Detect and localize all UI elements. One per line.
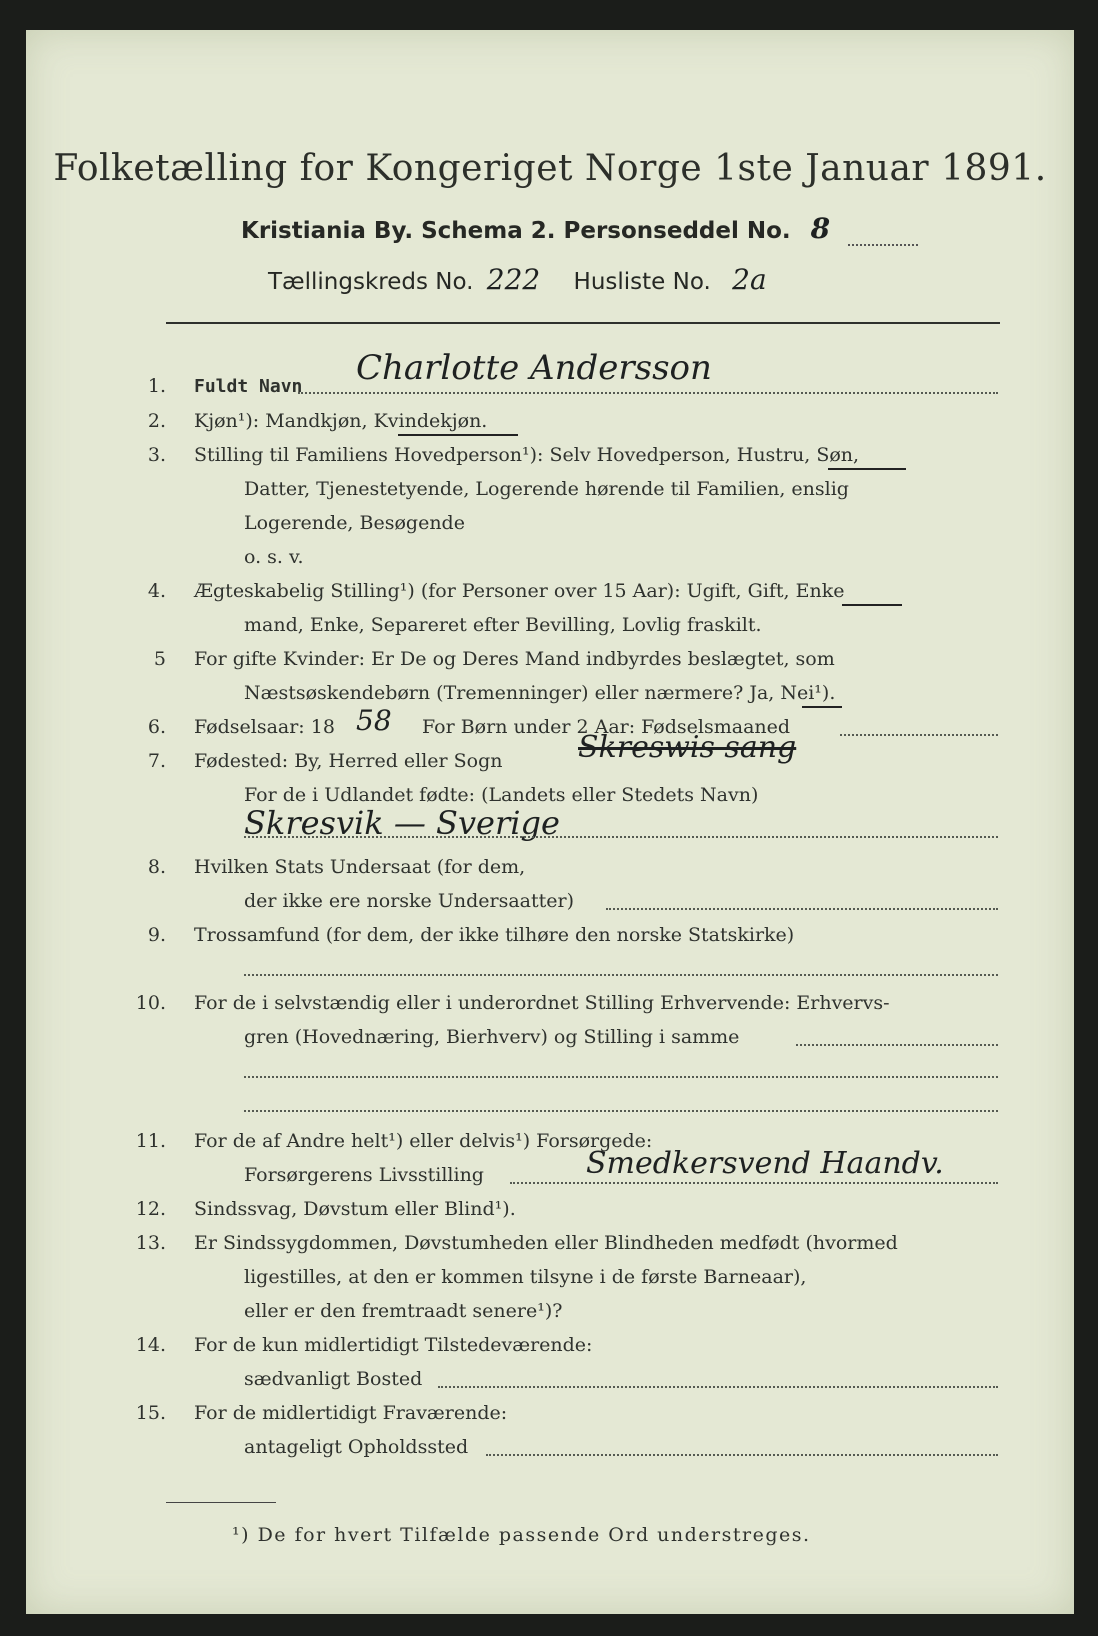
item-3-line-4: o. s. v. bbox=[244, 546, 304, 568]
foreign-dots bbox=[244, 836, 998, 838]
item-10-line-1: For de i selvstændig eller i underordnet Stilling Erhvervende: Erhvervs- bbox=[194, 992, 890, 1014]
handwritten-name: Charlotte Andersson bbox=[356, 348, 712, 388]
item-number: 8. bbox=[147, 856, 166, 878]
item-5-line-2: Næstsøskendebørn (Tremenninger) eller nærmere? Ja, Nei¹). bbox=[244, 682, 836, 704]
item-12-text: Sindssvag, Døvstum eller Blind¹). bbox=[194, 1198, 516, 1220]
item-number: 7. bbox=[147, 750, 166, 772]
item-number: 11. bbox=[135, 1130, 166, 1152]
item-2-text: Kjøn¹): Mandkjøn, Kvindekjøn. bbox=[194, 410, 488, 432]
husliste-label: Husliste No. bbox=[573, 269, 711, 295]
census-form bbox=[26, 30, 1074, 1614]
item-15-line-1: For de midlertidigt Fraværende: bbox=[194, 1402, 508, 1424]
personseddel-number: 8 bbox=[810, 212, 831, 245]
item-number: 5 bbox=[153, 648, 166, 670]
form-title: Folketælling for Kongeriget Norge 1ste Januar 1891. bbox=[53, 148, 1047, 189]
underline-gift bbox=[842, 604, 902, 606]
item-7-line-1: Fødested: By, Herred eller Sogn bbox=[194, 750, 503, 772]
item-6-month-label: For Børn under 2 Aar: Fødselsmaaned bbox=[422, 716, 791, 738]
item-number: 12. bbox=[135, 1198, 166, 1220]
name-dots bbox=[298, 392, 998, 394]
footnote: ¹) De for hvert Tilfælde passende Ord understreges. bbox=[232, 1524, 811, 1546]
item-number: 1. bbox=[147, 375, 166, 397]
item-number: 10. bbox=[135, 992, 166, 1014]
item-4-line-2: mand, Enke, Separeret efter Bevilling, Lovlig fraskilt. bbox=[244, 614, 762, 636]
item-13-line-1: Er Sindssygdommen, Døvstumheden eller Blindheden medfødt (hvormed bbox=[194, 1232, 898, 1254]
item-13-line-3: eller er den fremtraadt senere¹)? bbox=[244, 1300, 563, 1322]
item-number: 13. bbox=[135, 1232, 166, 1254]
handwritten-birthplace-struck: Skreswis sang bbox=[578, 730, 797, 765]
item-number: 6. bbox=[147, 716, 166, 738]
item-number: 3. bbox=[147, 444, 166, 466]
month-dots bbox=[840, 734, 998, 736]
item-number: 9. bbox=[147, 924, 166, 946]
item-number: 2. bbox=[147, 410, 166, 432]
item-4-line-1: Ægteskabelig Stilling¹) (for Personer over 15 Aar): Ugift, Gift, Enke bbox=[194, 580, 845, 602]
header-rule bbox=[166, 322, 1000, 324]
item-3-line-1: Stilling til Familiens Hovedperson¹): Selv Hovedperson, Hustru, Søn, bbox=[194, 444, 860, 466]
item-11-line-1: For de af Andre helt¹) eller delvis¹) Forsørgede: bbox=[194, 1130, 653, 1152]
item-5-line-1: For gifte Kvinder: Er De og Deres Mand indbyrdes beslægtet, som bbox=[194, 648, 835, 670]
husliste-number: 2a bbox=[732, 263, 767, 296]
handwritten-provider: Smedkersvend Haandv. bbox=[586, 1146, 944, 1181]
footnote-rule bbox=[166, 1502, 276, 1503]
undersaat-dots bbox=[606, 908, 998, 910]
handwritten-birth-year: 58 bbox=[356, 704, 392, 737]
handwritten-foreign-birthplace: Skresvik — Sverige bbox=[244, 804, 560, 842]
item-3-line-2: Datter, Tjenestetyende, Logerende hørende til Familien, enslig bbox=[244, 478, 849, 500]
schema-label: Kristiania By. Schema 2. Personseddel No. bbox=[241, 218, 791, 244]
schema-line bbox=[241, 212, 830, 245]
underline-kvindekjon bbox=[398, 434, 518, 436]
kreds-label: Tællingskreds No. bbox=[268, 269, 474, 295]
item-7-line-2: For de i Udlandet fødte: (Landets eller Stedets Navn) bbox=[244, 784, 759, 806]
bosted-dots bbox=[438, 1386, 998, 1388]
item-15-line-2: antageligt Opholdssted bbox=[244, 1436, 469, 1458]
item-14-line-1: For de kun midlertidigt Tilstedeværende: bbox=[194, 1334, 593, 1356]
item-8-line-2: der ikke ere norske Undersaatter) bbox=[244, 890, 574, 912]
item-10-line-2: gren (Hovednæring, Bierhverv) og Stilling i samme bbox=[244, 1026, 740, 1048]
kreds-line bbox=[268, 263, 767, 296]
item-number: 14. bbox=[135, 1334, 166, 1356]
item-8-line-1: Hvilken Stats Undersaat (for dem, bbox=[194, 856, 526, 878]
erhverv-dots-1 bbox=[796, 1044, 998, 1046]
item-number: 4. bbox=[147, 580, 166, 602]
underline-nei bbox=[802, 706, 842, 708]
item-6-birthyear-label: Fødselsaar: 18 bbox=[194, 716, 335, 738]
personseddel-dots bbox=[848, 244, 918, 246]
item-1-label: Fuldt Navn bbox=[194, 376, 303, 397]
item-number: 15. bbox=[135, 1402, 166, 1424]
forsorger-dots bbox=[510, 1182, 998, 1184]
erhverv-dots-3 bbox=[244, 1110, 998, 1112]
item-14-line-2: sædvanligt Bosted bbox=[244, 1368, 423, 1390]
item-3-line-3: Logerende, Besøgende bbox=[244, 512, 465, 534]
kreds-number: 222 bbox=[486, 263, 541, 296]
trossamfund-dots bbox=[244, 974, 998, 976]
erhverv-dots-2 bbox=[244, 1076, 998, 1078]
item-11-line-2: Forsørgerens Livsstilling bbox=[244, 1164, 484, 1186]
opholdssted-dots bbox=[486, 1454, 998, 1456]
underline-hustru bbox=[828, 468, 906, 470]
item-9-text: Trossamfund (for dem, der ikke tilhøre den norske Statskirke) bbox=[194, 924, 795, 946]
item-13-line-2: ligestilles, at den er kommen tilsyne i de første Barneaar), bbox=[244, 1266, 807, 1288]
